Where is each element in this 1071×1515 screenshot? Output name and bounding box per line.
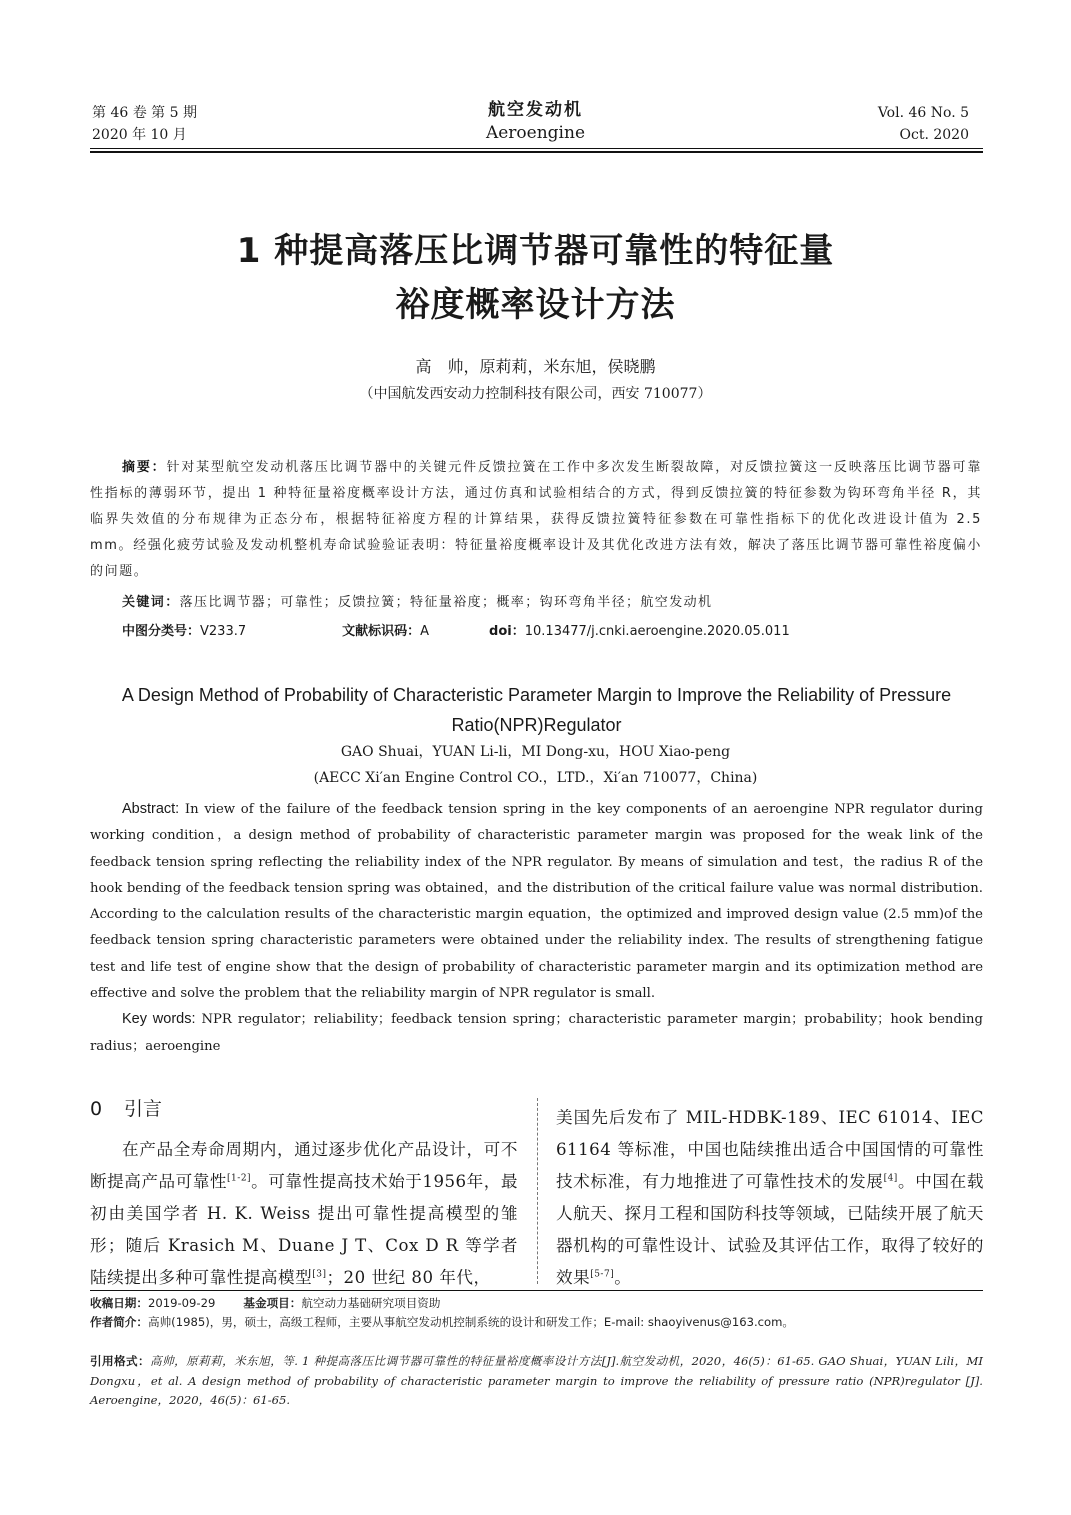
body-left-text-3: ；20 世纪 80 年代，	[326, 1268, 491, 1287]
header-rule-thick	[90, 151, 983, 153]
clc-value: V233.7	[200, 624, 247, 639]
footnote-received	[90, 1293, 983, 1313]
abstract-cn-label: 摘要：	[122, 460, 167, 475]
body-column-right	[556, 1102, 984, 1294]
affiliation-cn: （中国航发西安动力控制科技有限公司，西安 710077）	[359, 386, 712, 402]
journal-name-cn: 航空发动机	[488, 100, 583, 120]
citation-ref: [5-7]	[590, 1269, 615, 1280]
section-title: 引言	[124, 1098, 163, 1120]
classification-line	[122, 620, 982, 644]
citation-format	[90, 1352, 983, 1411]
abstract-cn	[90, 455, 982, 585]
footnote-author	[90, 1312, 983, 1332]
doc-code-label: 文献标识码：	[342, 624, 421, 639]
doi-label: doi：	[489, 624, 525, 639]
abstract-cn-text: 针对某型航空发动机落压比调节器中的关键元件反馈拉簧在工作中多次发生断裂故障，对反馈拉簧这一反映落压比调节器可靠性指标的薄弱环节，提出 1 种特征量裕度概率设计方法，通过仿真和试验相结合的方式，得到反馈拉簧的特征参数为钩环弯角半径 R，其临界失效值的分布规律为正态分布，根据特征裕度方程的计算结果，获得反馈拉簧特征参数在可靠性指标下的优化改进设计值为 2.5 mm。经强化疲劳试验及发动机整机寿命试验验证表明：特征量裕度概率设计及其优化改进方法有效，解决了落压比调节器可靠性裕度偏小的问题。	[90, 460, 982, 579]
section-heading	[90, 1094, 162, 1124]
body-right-text-3: 。	[614, 1268, 632, 1287]
received-date: 2019-09-29	[147, 1296, 216, 1310]
keywords-cn-label: 关键词：	[122, 595, 180, 610]
date-cn: 2020 年 10 月	[92, 127, 187, 143]
keywords-en-text: NPR regulator；reliability；feedback tension spring；characteristic parameter margin；probability；hook bending radius；aeroengine	[90, 1012, 983, 1054]
body-right-text-1: 美国先后发布了 MIL-HDBK-189、IEC 61014、IEC 61164 等标准，中国也陆续推出适合中国国情的可靠性技术标准，有力地推进了可靠性技术的发展	[556, 1108, 984, 1191]
keywords-en-label: Key words:	[122, 1011, 196, 1027]
paper-title-en	[90, 680, 983, 740]
column-divider	[537, 1098, 538, 1284]
body-column-left	[90, 1134, 518, 1294]
title-line-2: 裕度概率设计方法	[395, 285, 676, 325]
citation-ref: [4]	[883, 1173, 898, 1184]
keywords-cn-text: 落压比调节器；可靠性；反馈拉簧；特征量裕度；概率；钩环弯角半径；航空发动机	[179, 595, 713, 610]
citation-ref: [3]	[312, 1269, 327, 1280]
footnote-rule	[90, 1290, 983, 1291]
body-left-text-1: 在产品全寿命周期内，通过逐步优化产品设计，可不断提高产品可靠性	[90, 1140, 518, 1191]
citation-ref: [1-2]	[227, 1173, 252, 1184]
keywords-cn	[122, 591, 712, 615]
title-en-line-1: A Design Method of Probability of Characteristic Parameter Margin to Improve the Reliability of Pressure	[121, 685, 952, 705]
received-label: 收稿日期：	[90, 1296, 148, 1310]
authors-en: GAO Shuai，YUAN Li-li，MI Dong-xu，HOU Xiao-peng	[340, 744, 731, 760]
title-en-line-2: Ratio(NPR)Regulator	[451, 715, 622, 735]
doc-code-value: A	[420, 624, 430, 639]
doi-value: 10.13477/j.cnki.aeroengine.2020.05.011	[524, 624, 790, 639]
journal-name-en: Aeroengine	[485, 123, 586, 143]
clc-label: 中图分类号：	[122, 624, 201, 639]
volume-issue-cn: 第 46 卷 第 5 期	[92, 105, 197, 121]
body-right-text-2: 。中国在载人航天、探月工程和国防科技等领域，已陆续开展了航天器机构的可靠性设计、试验及其评估工作，取得了较好的效果	[556, 1172, 985, 1287]
header-right	[878, 102, 969, 146]
title-line-1: 1 种提高落压比调节器可靠性的特征量	[236, 231, 835, 271]
citation-text: 高帅，原莉莉，米东旭，等. 1 种提高落压比调节器可靠性的特征量裕度概率设计方法[J].航空发动机，2020，46(5)：61-65. GAO Shuai，YUAN Lili，MI Dongxu，et al. A design method of probability of characteristic parameter margin to improve the reliability of pressure ratio (NPR)regulator [J]. Aeroengine，2020，46(5)：61-65.	[90, 1354, 983, 1407]
authors-cn: 高 帅，原莉莉，米东旭，侯晓鹏	[415, 357, 656, 376]
header-rule-thin	[90, 148, 983, 149]
date-en: Oct. 2020	[899, 127, 969, 143]
affiliation-en: (AECC Xi′an Engine Control CO.，LTD.，Xi′an 710077，China)	[313, 770, 758, 786]
abstract-en-text: In view of the failure of the feedback tension spring in the key components of an aeroengine NPR regulator during working condition，a design method of probability of characteristic parameter margin was proposed for the weak link of the feedback tension spring reflecting the reliability index of the NPR regulator. By means of simulation and test，the radius R of the hook bending of the feedback tension spring was obtained，and the distribution of the critical failure value was normal distribution. According to the calculation results of the characteristic margin equation，the optimized and improved design value (2.5 mm)of the feedback tension spring characteristic parameters were obtained under the reliability index. The results of strengthening fatigue test and life test of engine show that the design of probability of characteristic parameter margin and its optimization method are effective and solve the problem that the reliability margin of NPR regulator is small.	[90, 802, 983, 1002]
volume-issue-en: Vol. 46 No. 5	[877, 105, 969, 121]
author-bio-label: 作者简介：	[90, 1315, 148, 1329]
keywords-en	[90, 1006, 983, 1060]
author-bio: 高帅(1985)，男，硕士，高级工程师，主要从事航空发动机控制系统的设计和研发工作；E-mail: shaoyivenus@163.com。	[147, 1315, 795, 1329]
paper-title-cn	[0, 224, 1071, 332]
abstract-en-label: Abstract:	[122, 801, 180, 817]
fund-value: 航空动力基础研究项目资助	[301, 1296, 441, 1310]
fund-label: 基金项目：	[243, 1296, 302, 1310]
citation-label: 引用格式：	[90, 1354, 151, 1368]
section-number: 0	[90, 1098, 103, 1120]
abstract-en	[90, 796, 983, 1007]
body-left-text-2: 。可靠性提高技术始于1956年，最初由美国学者 H. K. Weiss 提出可靠性提高模型的雏形；随后 Krasich M、Duane J T、Cox D R 等学者陆续提出多种可靠性提高模型	[90, 1172, 519, 1287]
